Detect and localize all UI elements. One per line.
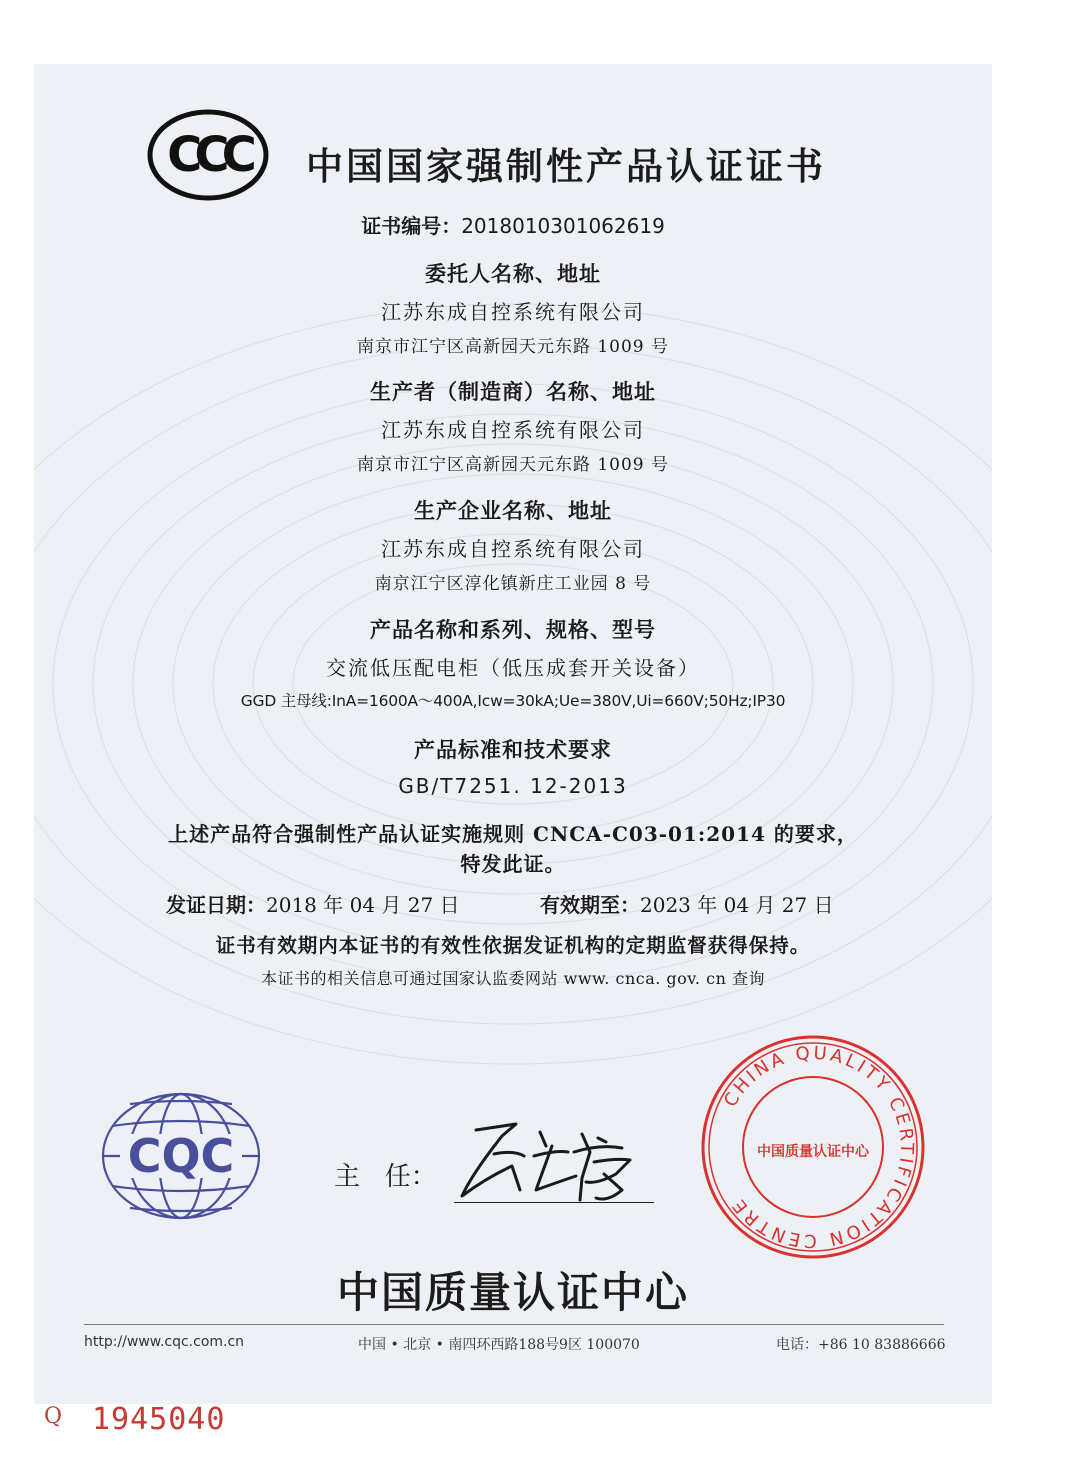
expiry-date: 2023 年 04 月 27 日 [640, 893, 834, 917]
product-name: 交流低压配电柜（低压成套开关设备） [326, 656, 700, 680]
serial-number: 1945040 [92, 1402, 226, 1437]
red-seal [698, 1032, 928, 1262]
standard-code: GB/T7251. 12-2013 [398, 774, 628, 798]
client-address: 南京市江宁区高新园天元东路 1009 号 [356, 337, 670, 357]
certificate-title: 中国国家强制性产品认证证书 [306, 145, 826, 188]
conformity-statement-line1: 上述产品符合强制性产品认证实施规则 CNCA-C03-01:2014 的要求， [168, 822, 858, 846]
director-label: 主 任： [334, 1162, 437, 1192]
footer-address: 中国 • 北京 • 南四环西路188号9区 100070 [358, 1337, 640, 1353]
certificate-number-label: 证书编号： [361, 214, 462, 238]
issuer-name: 中国质量认证中心 [336, 1268, 689, 1317]
ccc-logo [146, 108, 270, 202]
cqc-logo [100, 1090, 262, 1222]
producer-name: 江苏东成自控系统有限公司 [381, 418, 645, 442]
director-signature [454, 1112, 654, 1207]
certificate-number-row [34, 210, 992, 239]
client-name: 江苏东成自控系统有限公司 [381, 300, 645, 324]
factory-address: 南京江宁区淳化镇新庄工业园 8 号 [374, 574, 652, 594]
certificate-number: 2018010301062619 [461, 214, 665, 238]
producer-address: 南京市江宁区高新园天元东路 1009 号 [356, 455, 670, 475]
client-heading: 委托人名称、地址 [425, 261, 601, 286]
validity-note: 证书有效期内本证书的有效性依据发证机构的定期监督获得保持。 [215, 934, 811, 957]
footer-divider [84, 1324, 944, 1325]
certificate-sheet [34, 64, 992, 1404]
factory-heading: 生产企业名称、地址 [414, 498, 612, 523]
issue-date: 2018 年 04 月 27 日 [266, 893, 460, 917]
query-note: 本证书的相关信息可通过国家认监委网站 www. cnca. gov. cn 查询 [261, 969, 765, 988]
expiry-date-row [540, 889, 834, 918]
product-heading: 产品名称和系列、规格、型号 [370, 617, 656, 642]
expiry-date-label: 有效期至： [540, 893, 640, 917]
issue-date-row [166, 889, 460, 918]
factory-name: 江苏东成自控系统有限公司 [381, 537, 645, 561]
footer-website[interactable]: http://www.cqc.com.cn [84, 1334, 245, 1350]
seal-inner-text: 中国质量认证中心 [757, 1144, 869, 1160]
footer-phone: 电话：+86 10 83886666 [776, 1337, 946, 1353]
product-model: GGD 主母线:InA=1600A～400A,Icw=30kA;Ue=380V,Ui=660V;50Hz;IP30 [240, 692, 786, 710]
seal-outer-text: CHINA QUALITY CERTIFICATION CENTRE [719, 1042, 918, 1252]
conformity-statement-line2: 特发此证。 [460, 852, 566, 876]
ccc-logo-text: CCC [167, 127, 249, 183]
producer-heading: 生产者（制造商）名称、地址 [370, 379, 656, 404]
issue-date-label: 发证日期： [166, 893, 266, 917]
serial-prefix: Q [44, 1404, 63, 1429]
cqc-logo-text: CQC [127, 1129, 235, 1183]
standard-heading: 产品标准和技术要求 [414, 737, 612, 762]
